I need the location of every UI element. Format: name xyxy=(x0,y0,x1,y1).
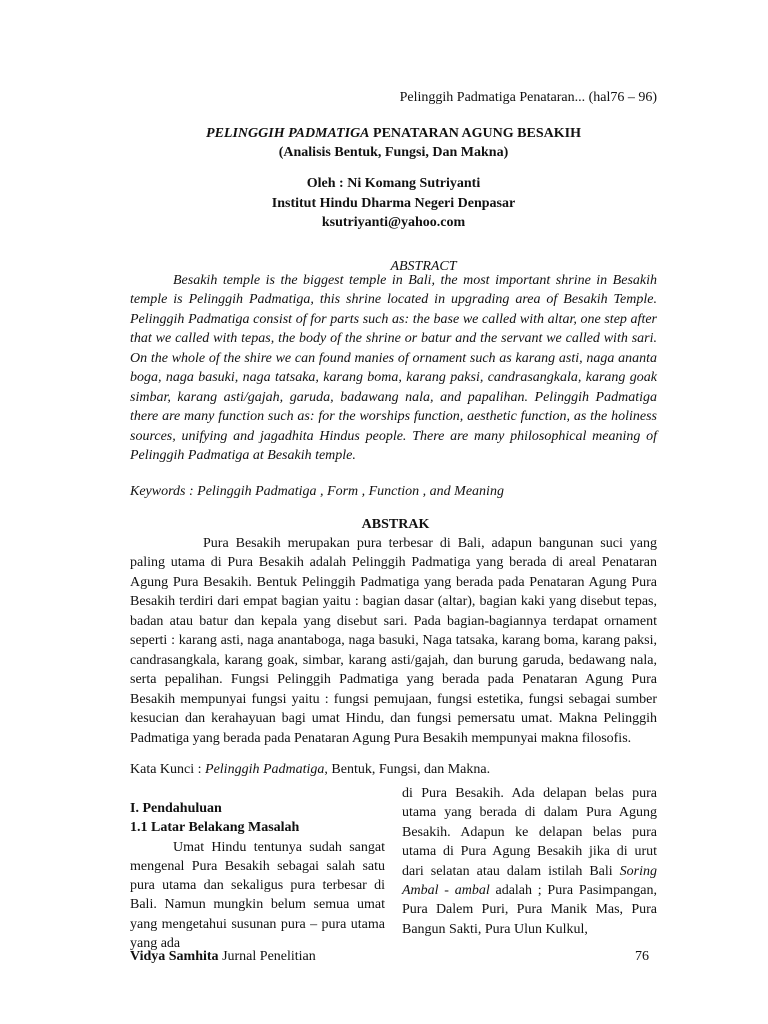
abstract-heading: ABSTRACT xyxy=(390,259,457,274)
right-column-italic: Soring Ambal - ambal xyxy=(402,863,657,899)
right-column xyxy=(402,784,657,939)
abstrak-heading: ABSTRAK xyxy=(361,517,430,532)
abstract-body: Besakih temple is the biggest temple in Bali, the most important shrine in Besakih temple is Pelinggih Padmatiga, this shrine located in upgrading area of Besakih Temple. Pelinggih Padmatiga consist of for parts such as: the base we called with altar, one step after that we called with tepas, the body of the shrine or batur and the servant we called with sari. On the whole of the shire we can found manies of ornament such as karang asti, naga ananta boga, naga basuki, naga tatsaka, karang boma, karang paksi, candrasangkala, karang goak simbar, karang asti/gajah, garuda, badawang nala, and papalihan. Pelinggih Padmatiga there are many function such as: for the worships function, aesthetic function, as the holiness sources, unifying and jagadhita Hindus people. There are many philosophical meaning of Pelinggih Padmatiga at Besakih temple. xyxy=(130,273,657,464)
page-number: 76 xyxy=(635,949,649,964)
author-institution: Institut Hindu Dharma Negeri Denpasar xyxy=(271,195,516,211)
footer-journal-rest: Jurnal Penelitian xyxy=(218,949,316,964)
kata-kunci-label: Kata Kunci : xyxy=(130,762,206,777)
kata-kunci-italic: Pelinggih Padmatiga xyxy=(205,762,325,777)
abstract-keywords: Keywords : Pelinggih Padmatiga , Form , Function , and Meaning xyxy=(130,484,504,499)
author-email: ksutriyanti@yahoo.com xyxy=(321,215,466,230)
section-heading: I. Pendahuluan xyxy=(130,801,222,816)
footer-journal-bold: Vidya Samhita xyxy=(130,949,219,964)
section-subheading: 1.1 Latar Belakang Masalah xyxy=(130,820,300,836)
title-rest: PENATARAN AGUNG BESAKIH xyxy=(369,126,581,141)
abstrak-body: Pura Besakih merupakan pura terbesar di Bali, adapun bangunan suci yang paling utama di Pura Besakih adalah Pelinggih Padmatiga yang berada di areal Penataran Agung Pura Besakih. Bentuk Pelinggih Padmatiga yang berada pada Penataran Agung Pura Besakih terdiri dari empat bagian yaitu : bagian dasar (altar), bagian kaki yang disebut tepas, badan atau batur dan kepala yang disebut sari. Pada bagian-bagiannya terdapat ornament seperti : karang asti, naga anantaboga, naga basuki, Naga tatsaka, karang boma, karang paksi, candrasangkala, karang goak, simbar, karang asti/gajah, dan burung garuda, bedawang nala, serta pepalihan. Fungsi Pelinggih Padmatiga yang berada pada Penataran Agung Pura Besakih mempunyai fungsi yaitu : fungsi pemujaan, fungsi estetika, fungsi sebagai sumber kesucian dan kerahayuan bagi umat Hindu, dan fungsi pemersatu umat. Makna Pelinggih Padmatiga yang berada pada Penataran Agung Pura Besakih mempunyai makna filosofis. xyxy=(130,536,657,746)
right-column-text-2: adalah ; Pura Pasimpangan, Pura Dalem Puri, Pura Manik Mas, Pura Bangun Sakti, Pura Ulun Kulkul, xyxy=(402,883,657,937)
abstrak-kata-kunci xyxy=(130,760,490,779)
kata-kunci-rest: , Bentuk, Fungsi, dan Makna. xyxy=(324,762,491,777)
running-head: Pelinggih Padmatiga Penataran... (hal76 – 96) xyxy=(399,90,657,105)
paper-subtitle: (Analisis Bentuk, Fungsi, Dan Makna) xyxy=(278,145,509,160)
left-column xyxy=(130,799,385,953)
right-column-text-1: di Pura Besakih. Ada delapan belas pura utama yang berada di dalam Pura Agung Besakih. Adapun ke delapan belas pura utama di Pura Agung Besakih jika di urut dari selatan atau dalam istilah Bali xyxy=(402,786,657,879)
title-italic-part: PELINGGIH PADMATIGA xyxy=(206,126,370,141)
left-column-text: Umat Hindu tentunya sudah sangat mengenal Pura Besakih sebagai salah satu pura utama dan sekaligus pura terbesar di Bali. Namun mungkin belum semua umat yang mengetahui susunan pura – pura utama yang ada xyxy=(130,839,385,952)
author-byline: Oleh : Ni Komang Sutriyanti xyxy=(306,176,481,191)
author-block xyxy=(130,174,657,233)
paper-title xyxy=(130,124,657,143)
paper-page xyxy=(130,0,657,1024)
page-footer xyxy=(130,947,657,966)
